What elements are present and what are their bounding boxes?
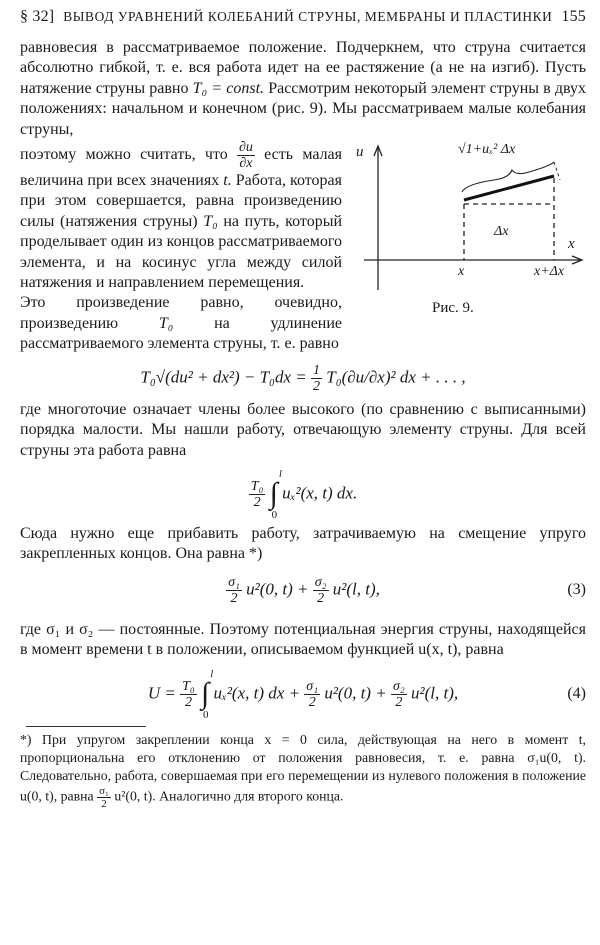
- figure-caption: Рис. 9.: [432, 300, 474, 317]
- paragraph-6: где σ₁ и σ₂ — постоянные. Поэтому потенциальная энергия струны, находящейся в момент времени t в положении, описываемом функцией u(x, t), равна: [20, 620, 586, 659]
- formula-4-sigma1: [304, 679, 320, 710]
- integral4-upper: l: [210, 668, 214, 681]
- book-page: [20, 8, 586, 810]
- formula-3-term-2: u²(l, t),: [332, 579, 380, 599]
- footnote-fraction: [97, 785, 111, 810]
- integral-sign: ∫ l 0: [269, 468, 282, 522]
- footnote: [20, 731, 586, 810]
- coef-denominator: 2: [253, 494, 261, 510]
- f4-sigma1: σ₁: [306, 678, 319, 694]
- formula-4-sigma2: [391, 679, 407, 710]
- formula-2-coefficient: [249, 479, 266, 510]
- formula-4-term-2: u²(l, t),: [410, 682, 459, 702]
- tick-x-label: x: [458, 264, 465, 280]
- axis-x-label: x: [568, 236, 575, 253]
- sigma1: σ₁: [228, 574, 240, 590]
- axis-u-label: u: [356, 144, 364, 161]
- paragraph-2-lead: поэтому можно считать, что: [20, 146, 228, 164]
- variable-t: t.: [223, 172, 232, 190]
- paragraph-4: где многоточие означает члены более высокого (по сравнению с выписанными) порядка малости. Мы нашли работу, отвечающую элементу струны. Для всей струны эта работа равна: [20, 400, 586, 459]
- paragraph-5: Сюда нужно еще прибавить работу, затрачиваемую на смещение упруго закрепленных концов. Она равна *): [20, 524, 586, 563]
- paragraph-3-text: Это произведение равно, очевидно, произведению: [20, 294, 342, 332]
- paragraph-2-text: есть малая величина при всех значениях: [20, 146, 343, 190]
- sigma2-fraction: [313, 575, 329, 606]
- fraction-denominator: ∂x: [239, 156, 253, 172]
- running-header: [20, 8, 586, 38]
- sigma1-den: 2: [230, 590, 238, 606]
- paragraph-2-text-2: Работа, которая при этом совершается, равна произведению силы (натяжения струны): [20, 172, 342, 230]
- footnote-text-2: u²(0, t). Аналогично для второго конца.: [114, 788, 344, 804]
- tension-symbol-2: T₀: [158, 314, 174, 332]
- paragraph-3-text-2: на удлинение рассматриваемого элемента струны, т. е. равно: [20, 314, 343, 353]
- delta-x-label: Δx: [494, 224, 509, 240]
- paragraph-1-text-2: Рассмотрим некоторый элемент струны в двух положениях: начальном и конечном (рис. 9). Мы рассматриваем малые колебания струны,: [20, 79, 587, 138]
- sigma2-den: 2: [317, 590, 325, 606]
- half-denominator: 2: [312, 378, 320, 394]
- sqrt-length-label: √1+uₓ² Δx: [458, 142, 516, 158]
- f4-sigma1-den: 2: [308, 694, 316, 710]
- integral-upper-limit: l: [278, 468, 282, 481]
- sigma1-fraction: [226, 575, 242, 606]
- tension-symbol: T₀: [203, 212, 218, 230]
- paragraph-2-text-3: на путь, который проделывает один из концов рассматриваемого элемента, и на косинус угла между силой натяжения и направлением перемещения.: [20, 212, 343, 292]
- tick-x-dx-label: x+Δx: [534, 264, 565, 280]
- partial-derivative-fraction: [237, 140, 255, 171]
- footnote-text: *) При упругом закреплении конца x = 0 сила, действующая на него в момент t, пропорциональна его отклонению от положения равновесия, т. е. равна σ₁u(0, t). Следовательно, работа, совершаемая при его перемещении из нулевого положения в положение u(0, t), равна: [20, 731, 586, 804]
- coef4-numerator: T₀: [182, 678, 195, 694]
- tension-constant: T₀ = const.: [192, 79, 265, 97]
- section-number: § 32]: [20, 8, 55, 25]
- paragraph-1: [20, 38, 586, 140]
- fraction-numerator: ∂u: [238, 140, 253, 156]
- figure-9: [354, 140, 586, 328]
- formula-3: [20, 575, 586, 606]
- formula-4-body: uₓ²(x, t) dx +: [213, 682, 301, 702]
- equation-number-4: (4): [567, 685, 586, 703]
- formula-total-work: [20, 468, 586, 522]
- f4-sigma2-den: 2: [395, 694, 403, 710]
- formula-1-lhs: T₀√(du² + dx²) − T₀dx =: [140, 367, 307, 387]
- integral-lower-limit: 0: [271, 509, 278, 522]
- formula-2-body: uₓ²(x, t) dx.: [282, 483, 358, 503]
- integral4-lower: 0: [203, 709, 209, 722]
- formula-1-rhs: T₀(∂u/∂x)² dx + . . . ,: [326, 367, 466, 387]
- chapter-title: ВЫВОД УРАВНЕНИЙ КОЛЕБАНИЙ СТРУНЫ, МЕМБРАНЫ И ПЛАСТИНКИ: [63, 9, 553, 24]
- f4-sigma2: σ₂: [392, 678, 405, 694]
- formula-4-lhs: U =: [147, 682, 176, 702]
- paragraph-1-text: равновесия в рассматриваемое положение. Подчеркнем, что струна считается абсолютно гибкой, т. е. вся работа идет на ее растяжение (а не на изгиб). Пусть натяжение струны равно: [20, 39, 586, 97]
- formula-1-half: [311, 363, 322, 394]
- footnote-frac-den: 2: [101, 797, 107, 810]
- integral-sign-4: ∫ l 0: [201, 668, 214, 722]
- half-numerator: 1: [312, 362, 320, 378]
- equation-number-3: (3): [567, 581, 586, 599]
- footnote-divider: [26, 726, 146, 727]
- sigma2: σ₂: [314, 574, 327, 590]
- formula-4: [20, 668, 586, 722]
- formula-4-term-1: u²(0, t) +: [324, 682, 387, 702]
- coef-numerator: T₀: [250, 478, 264, 494]
- footnote-frac-num: σ₁: [99, 784, 109, 797]
- formula-4-coefficient: [180, 679, 197, 710]
- formula-3-term-1: u²(0, t) +: [246, 579, 309, 599]
- page-number: 155: [561, 8, 586, 25]
- formula-work-element: [20, 363, 586, 394]
- coef4-denominator: 2: [184, 694, 192, 710]
